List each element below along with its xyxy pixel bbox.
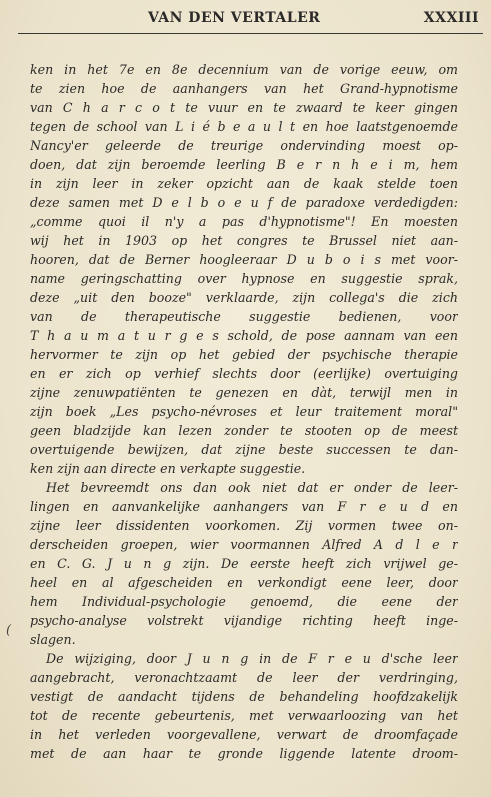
text-line: name geringschatting over hypnose en suggestie sprak, bbox=[30, 271, 458, 286]
text-line: T h a u m a t u r g e s schold, de pose aannam van een bbox=[30, 328, 458, 343]
text-line: en er zich op verhief slechts door (eerlijke) overtuiging bbox=[30, 366, 458, 381]
text-line: lingen en aanvankelijke aanhangers van F r e u d en bbox=[30, 499, 458, 514]
text-line: te zien hoe de aanhangers van het Grand-hypnotisme bbox=[30, 81, 458, 96]
text-line: van C h a r c o t te vuur en te zwaard te keer gingen bbox=[30, 100, 458, 115]
text-line: wij het in 1903 op het congres te Brussel niet aan- bbox=[30, 233, 458, 248]
running-header bbox=[22, 10, 479, 34]
text-line: zijn boek „Les psycho-névroses et leur traitement moral" bbox=[30, 404, 458, 419]
text-line: vestigt de aandacht tijdens de behandeling hoofdzakelijk bbox=[30, 689, 458, 704]
text-line: overtuigende bewijzen, dat zijne beste successen te dan- bbox=[30, 442, 458, 457]
text-line: deze samen met D e l b o e u f de paradoxe verdedigden: bbox=[30, 195, 458, 210]
header-rule bbox=[18, 33, 483, 34]
text-line: „comme quoi il n'y a pas d'hypnotisme"! En moesten bbox=[30, 214, 458, 229]
text-line: ken zijn aan directe en verkapte suggestie. bbox=[30, 461, 306, 476]
paragraph-start-line: De wijziging, door J u n g in de F r e u d'sche leer bbox=[46, 651, 458, 666]
text-line: hem Individual-psychologie genoemd, die eene der bbox=[30, 594, 458, 609]
text-line: en C. G. J u n g zijn. De eerste heeft zich vrijwel ge- bbox=[30, 556, 458, 571]
text-line: geen bladzijde kan lezen zonder te stooten op de meest bbox=[30, 423, 458, 438]
text-line: in zijn leer in zeker opzicht aan de kaak stelde toen bbox=[30, 176, 458, 191]
page-number: XXXIII bbox=[423, 10, 479, 26]
text-line: psycho-analyse volstrekt vijandige richting heeft inge- bbox=[30, 613, 458, 628]
text-line: zijne leer dissidenten voorkomen. Zij vormen twee on- bbox=[30, 518, 458, 533]
text-line: heel en al afgescheiden en verkondigt eene leer, door bbox=[30, 575, 458, 590]
paragraph-start-line: Het bevreemdt ons dan ook niet dat er onder de leer- bbox=[46, 480, 458, 495]
body-text bbox=[30, 60, 458, 763]
text-line: deze „uit den booze" verklaarde, zijn collega's die zich bbox=[30, 290, 458, 305]
margin-mark: ( bbox=[6, 623, 12, 638]
text-line: hooren, dat de Berner hoogleeraar D u b o i s met voor- bbox=[30, 252, 458, 267]
text-line: ken in het 7e en 8e decennium van de vorige eeuw, om bbox=[30, 62, 458, 77]
text-line: Nancy'er geleerde de treurige ondervinding moest op- bbox=[30, 138, 458, 153]
text-line: tot de recente gebeurtenis, met verwaarloozing van het bbox=[30, 708, 458, 723]
text-line: hervormer te zijn op het gebied der psychische therapie bbox=[30, 347, 458, 362]
text-line: tegen de school van L i é b e a u l t en hoe laatstgenoemde bbox=[30, 119, 458, 134]
text-line: in het verleden voorgevallene, verwart de droomfaçade bbox=[30, 727, 458, 742]
running-title: VAN DEN VERTALER bbox=[148, 10, 321, 26]
text-line: van de therapeutische suggestie bedienen, voor bbox=[30, 309, 458, 324]
text-line: aangebracht, veronachtzaamt de leer der verdringing, bbox=[30, 670, 458, 685]
text-line: slagen. bbox=[30, 632, 76, 647]
text-line: doen, dat zijn beroemde leerling B e r n h e i m, hem bbox=[30, 157, 458, 172]
text-line: derscheiden groepen, wier voormannen Alfred A d l e r bbox=[30, 537, 458, 552]
text-line: zijne zenuwpatiënten te genezen en dàt, terwijl men in bbox=[30, 385, 458, 400]
text-line: met de aan haar te gronde liggende latente droom- bbox=[30, 746, 458, 761]
